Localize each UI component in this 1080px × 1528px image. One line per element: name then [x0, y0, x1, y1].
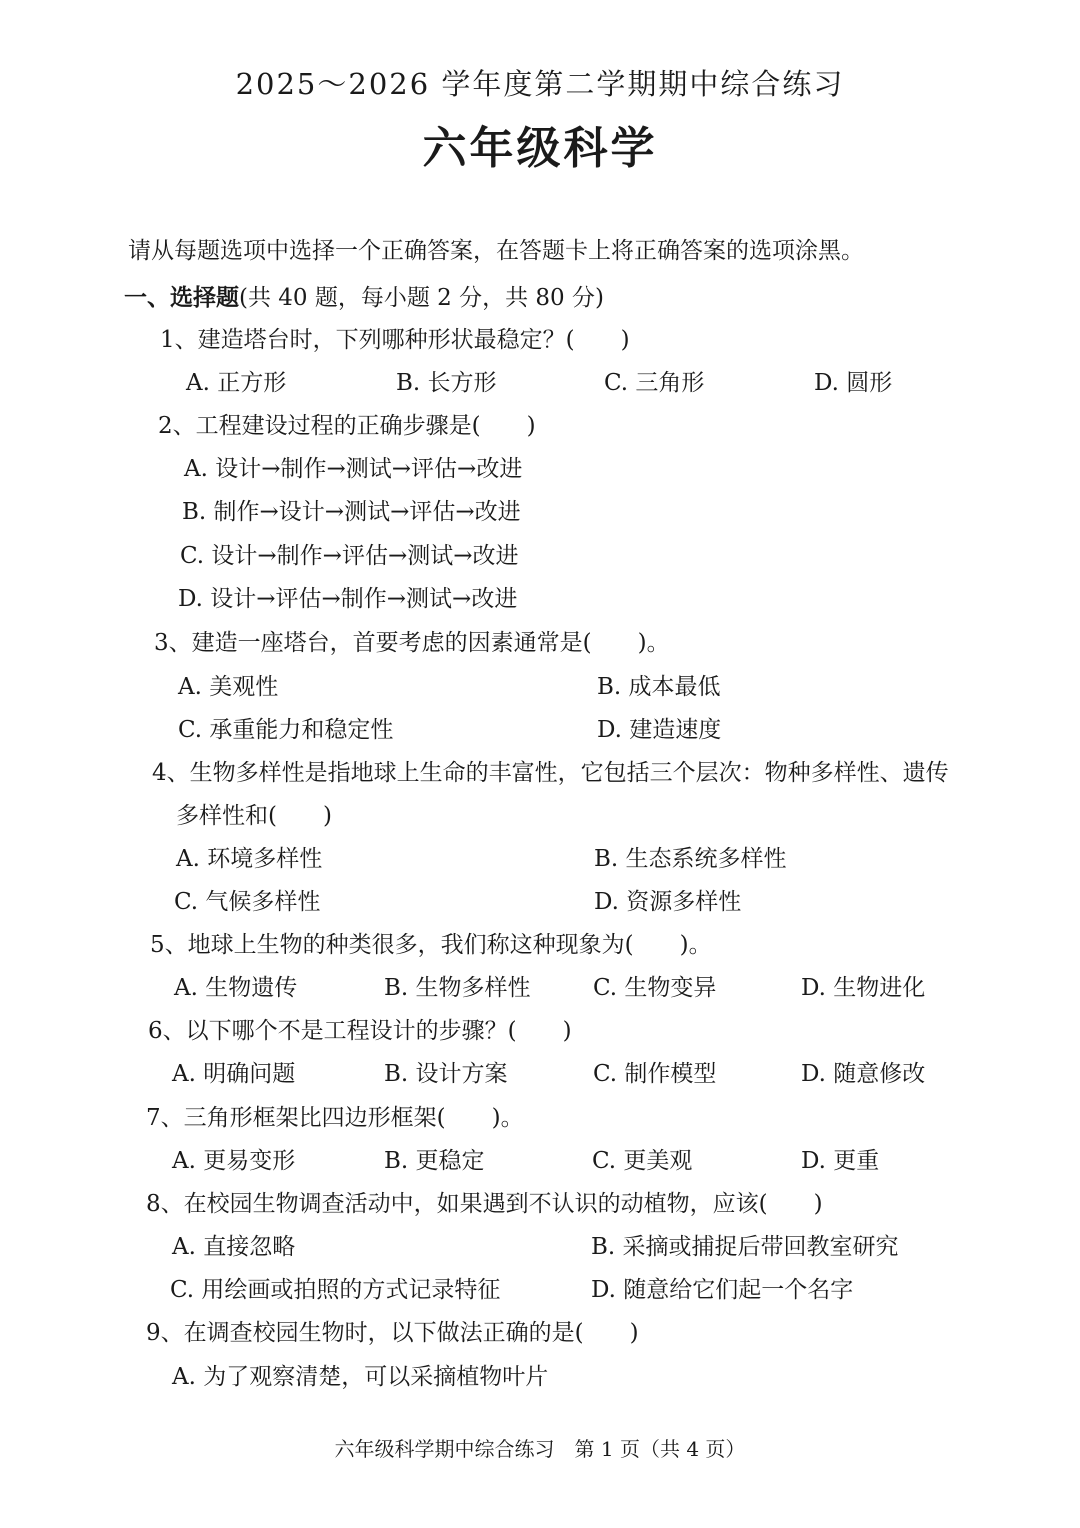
option-b: B. 设计方案: [384, 1061, 508, 1087]
option-b: B. 成本最低: [597, 674, 721, 700]
section-note: (共 40 题，每小题 2 分，共 80 分): [239, 285, 604, 311]
section-heading: [124, 286, 604, 310]
option-a: A. 环境多样性: [176, 846, 323, 872]
question-stem: 4、生物多样性是指地球上生命的丰富性，它包括三个层次：物种多样性、遗传: [152, 760, 949, 786]
section-label: 一、选择题: [124, 284, 239, 311]
option-d: D. 随意修改: [801, 1061, 926, 1087]
option-a: A. 更易变形: [172, 1148, 296, 1174]
question-stem: 6、以下哪个不是工程设计的步骤？( ): [148, 1018, 572, 1044]
option-a: A. 设计→制作→测试→评估→改进: [184, 456, 523, 482]
instruction-text: 请从每题选项中选择一个正确答案，在答题卡上将正确答案的选项涂黑。: [128, 238, 864, 264]
option-c: C. 生物变异: [593, 975, 717, 1001]
page-footer: 六年级科学期中综合练习 第 1 页（共 4 页）: [334, 1437, 746, 1461]
option-b: B. 采摘或捕捉后带回教室研究: [591, 1234, 899, 1260]
option-d: D. 建造速度: [597, 717, 722, 743]
option-d: D. 生物进化: [801, 975, 926, 1001]
option-a: A. 正方形: [186, 370, 287, 396]
option-c: C. 用绘画或拍照的方式记录特征: [170, 1277, 501, 1303]
option-c: C. 更美观: [592, 1148, 693, 1174]
question-stem-continued: 多样性和( ): [176, 803, 332, 829]
option-d: D. 设计→评估→制作→测试→改进: [178, 586, 518, 612]
question-stem: 8、在校园生物调查活动中，如果遇到不认识的动植物，应该( ): [146, 1191, 823, 1217]
option-a: A. 明确问题: [172, 1061, 296, 1087]
question-stem: 1、建造塔台时，下列哪种形状最稳定？( ): [160, 327, 630, 353]
option-c: C. 制作模型: [593, 1061, 717, 1087]
question-stem: 2、工程建设过程的正确步骤是( ): [158, 413, 536, 439]
option-b: B. 长方形: [396, 370, 497, 396]
option-d: D. 更重: [801, 1148, 880, 1174]
option-b: B. 更稳定: [384, 1148, 485, 1174]
question-stem: 5、地球上生物的种类很多，我们称这种现象为( )。: [150, 932, 712, 958]
exam-subtitle: 2025～2026 学年度第二学期期中综合练习: [235, 67, 845, 101]
option-d: D. 随意给它们起一个名字: [591, 1277, 854, 1303]
option-a: A. 美观性: [178, 674, 279, 700]
option-b: B. 制作→设计→测试→评估→改进: [182, 499, 521, 525]
option-c: C. 三角形: [604, 370, 705, 396]
option-a: A. 生物遗传: [174, 975, 298, 1001]
exam-title: 六年级科学: [422, 123, 658, 174]
option-c: C. 承重能力和稳定性: [178, 717, 394, 743]
option-c: C. 气候多样性: [174, 889, 321, 915]
option-b: B. 生态系统多样性: [594, 846, 787, 872]
option-d: D. 资源多样性: [594, 889, 742, 915]
question-stem: 7、三角形框架比四边形框架( )。: [146, 1105, 524, 1131]
option-d: D. 圆形: [814, 370, 893, 396]
option-b: B. 生物多样性: [384, 975, 531, 1001]
question-stem: 9、在调查校园生物时，以下做法正确的是( ): [146, 1320, 639, 1346]
question-stem: 3、建造一座塔台，首要考虑的因素通常是( )。: [154, 630, 670, 656]
option-c: C. 设计→制作→评估→测试→改进: [180, 543, 519, 569]
option-a: A. 为了观察清楚，可以采摘植物叶片: [172, 1364, 549, 1390]
option-a: A. 直接忽略: [172, 1234, 296, 1260]
